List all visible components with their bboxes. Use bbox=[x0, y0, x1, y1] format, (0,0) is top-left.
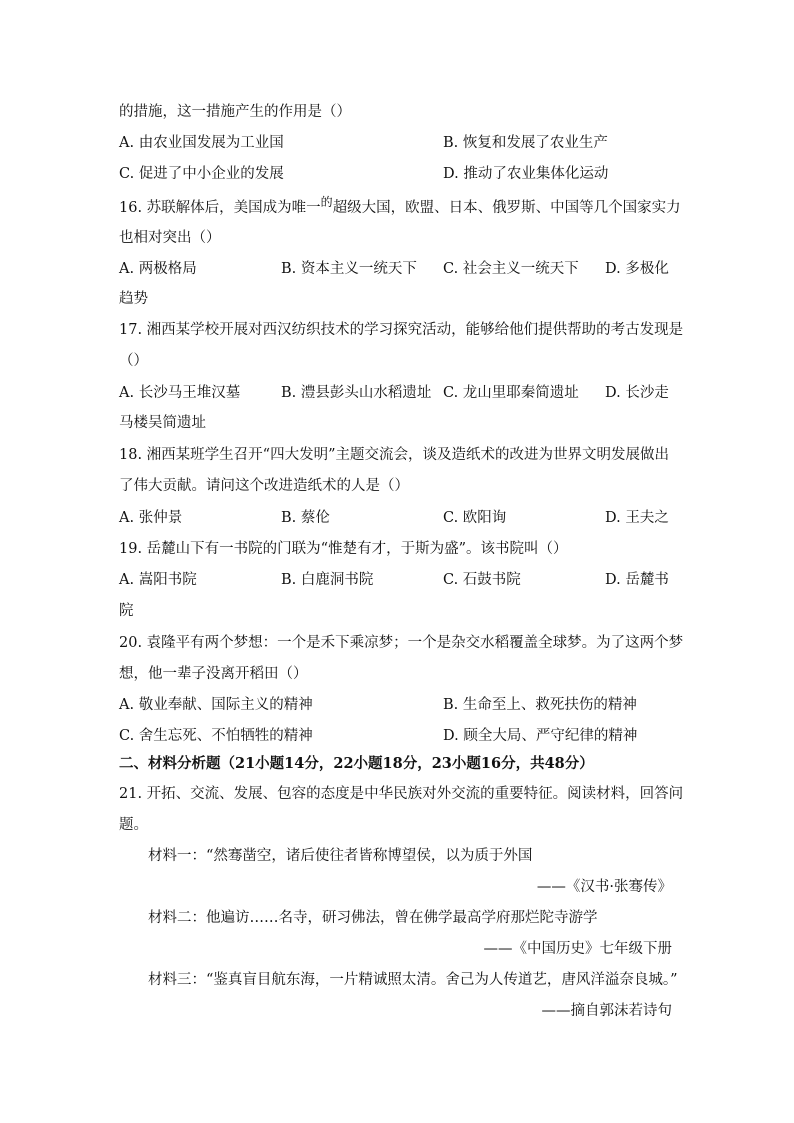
q18-stem-line1: 18. 湘西某班学生召开“四大发明”主题交流会，谈及造纸术的改进为世界文明发展做出 bbox=[119, 447, 669, 463]
q20-option-b: B. 生命至上、救死扶伤的精神 bbox=[443, 697, 637, 713]
q18-option-a: A. 张仲景 bbox=[119, 510, 183, 526]
q21-stem-line2: 题。 bbox=[119, 817, 148, 833]
q21-material-1-source: ——《汉书·张骞传》 bbox=[536, 879, 672, 895]
q20-stem-line1: 20. 袁隆平有两个梦想：一个是禾下乘凉梦；一个是杂交水稻覆盖全球梦。为了这两个梦 bbox=[119, 635, 684, 651]
q15-option-d: D. 推动了农业集体化运动 bbox=[443, 166, 609, 182]
q19-stem-line1: 19. 岳麓山下有一书院的门联为“惟楚有才，于斯为盛”。该书院叫（） bbox=[119, 541, 568, 557]
q19-option-b: B. 白鹿洞书院 bbox=[281, 572, 374, 588]
q15-option-b: B. 恢复和发展了农业生产 bbox=[443, 135, 608, 151]
q18-option-b: B. 蔡伦 bbox=[281, 510, 330, 526]
q19-option-d: D. 岳麓书 bbox=[605, 572, 669, 588]
q18-stem-line2: 了伟大贡献。请问这个改进造纸术的人是（） bbox=[119, 478, 409, 494]
q20-option-d: D. 顾全大局、严守纪律的精神 bbox=[443, 728, 638, 744]
q21-stem-line1: 21. 开拓、交流、发展、包容的态度是中华民族对外交流的重要特征。阅读材料，回答问 bbox=[119, 786, 684, 802]
q18-option-d: D. 王夫之 bbox=[605, 510, 669, 526]
section-2-heading: 二、材料分析题（21小题14分，22小题18分，23小题16分，共48分） bbox=[119, 755, 594, 772]
q15-option-c: C. 促进了中小企业的发展 bbox=[119, 166, 284, 182]
q17-stem-line2: （） bbox=[119, 353, 148, 369]
q16-stem-line2: 也相对突出（） bbox=[119, 230, 221, 246]
q16-stem-post: 超级大国，欧盟、日本、俄罗斯、中国等几个国家实力 bbox=[332, 200, 681, 216]
q16-option-b: B. 资本主义一统天下 bbox=[281, 261, 417, 277]
q20-option-a: A. 敬业奉献、国际主义的精神 bbox=[119, 697, 313, 713]
q17-stem-line1: 17. 湘西某学校开展对西汉纺织技术的学习探究活动，能够给他们提供帮助的考古发现是 bbox=[119, 322, 684, 338]
q17-option-b: B. 澧县彭头山水稻遗址 bbox=[281, 385, 432, 401]
q16-option-c: C. 社会主义一统天下 bbox=[443, 261, 579, 277]
q17-option-c: C. 龙山里耶秦简遗址 bbox=[443, 385, 579, 401]
q19-option-d-cont: 院 bbox=[119, 603, 134, 619]
q17-option-a: A. 长沙马王堆汉墓 bbox=[119, 385, 241, 401]
q16-stem-pre: 16. 苏联解体后，美国成为唯一 bbox=[119, 200, 321, 216]
q17-option-d: D. 长沙走 bbox=[605, 385, 669, 401]
q16-option-d-cont: 趋势 bbox=[119, 291, 148, 307]
q15-option-a: A. 由农业国发展为工业国 bbox=[119, 135, 284, 151]
q16-option-a: A. 两极格局 bbox=[119, 261, 197, 277]
q18-option-c: C. 欧阳询 bbox=[443, 510, 507, 526]
q21-material-1: 材料一：“然骞凿空，诸后使往者皆称博望侯，以为质于外国 bbox=[148, 848, 533, 864]
q21-material-2-source: ——《中国历史》七年级下册 bbox=[483, 941, 672, 957]
q19-option-c: C. 石鼓书院 bbox=[443, 572, 521, 588]
q19-option-a: A. 嵩阳书院 bbox=[119, 572, 197, 588]
q16-stem-line1 bbox=[119, 195, 681, 218]
q17-option-d-cont: 马楼吴简遗址 bbox=[119, 415, 206, 431]
q15-stem-tail: 的措施，这一措施产生的作用是（） bbox=[119, 104, 351, 120]
q21-material-2: 材料二：他遍访……名寺，研习佛法，曾在佛学最高学府那烂陀寺游学 bbox=[148, 910, 598, 926]
q21-material-3-source: ——摘自郭沫若诗句 bbox=[541, 1003, 672, 1019]
q20-option-c: C. 舍生忘死、不怕牺牲的精神 bbox=[119, 728, 313, 744]
q16-stem-sup: 的 bbox=[320, 195, 333, 209]
q16-option-d: D. 多极化 bbox=[605, 261, 669, 277]
q21-material-3: 材料三：“鉴真盲目航东海，一片精诚照太清。舍己为人传道艺，唐风洋溢奈良城。” bbox=[148, 972, 678, 988]
q20-stem-line2: 想，他一辈子没离开稻田（） bbox=[119, 666, 308, 682]
